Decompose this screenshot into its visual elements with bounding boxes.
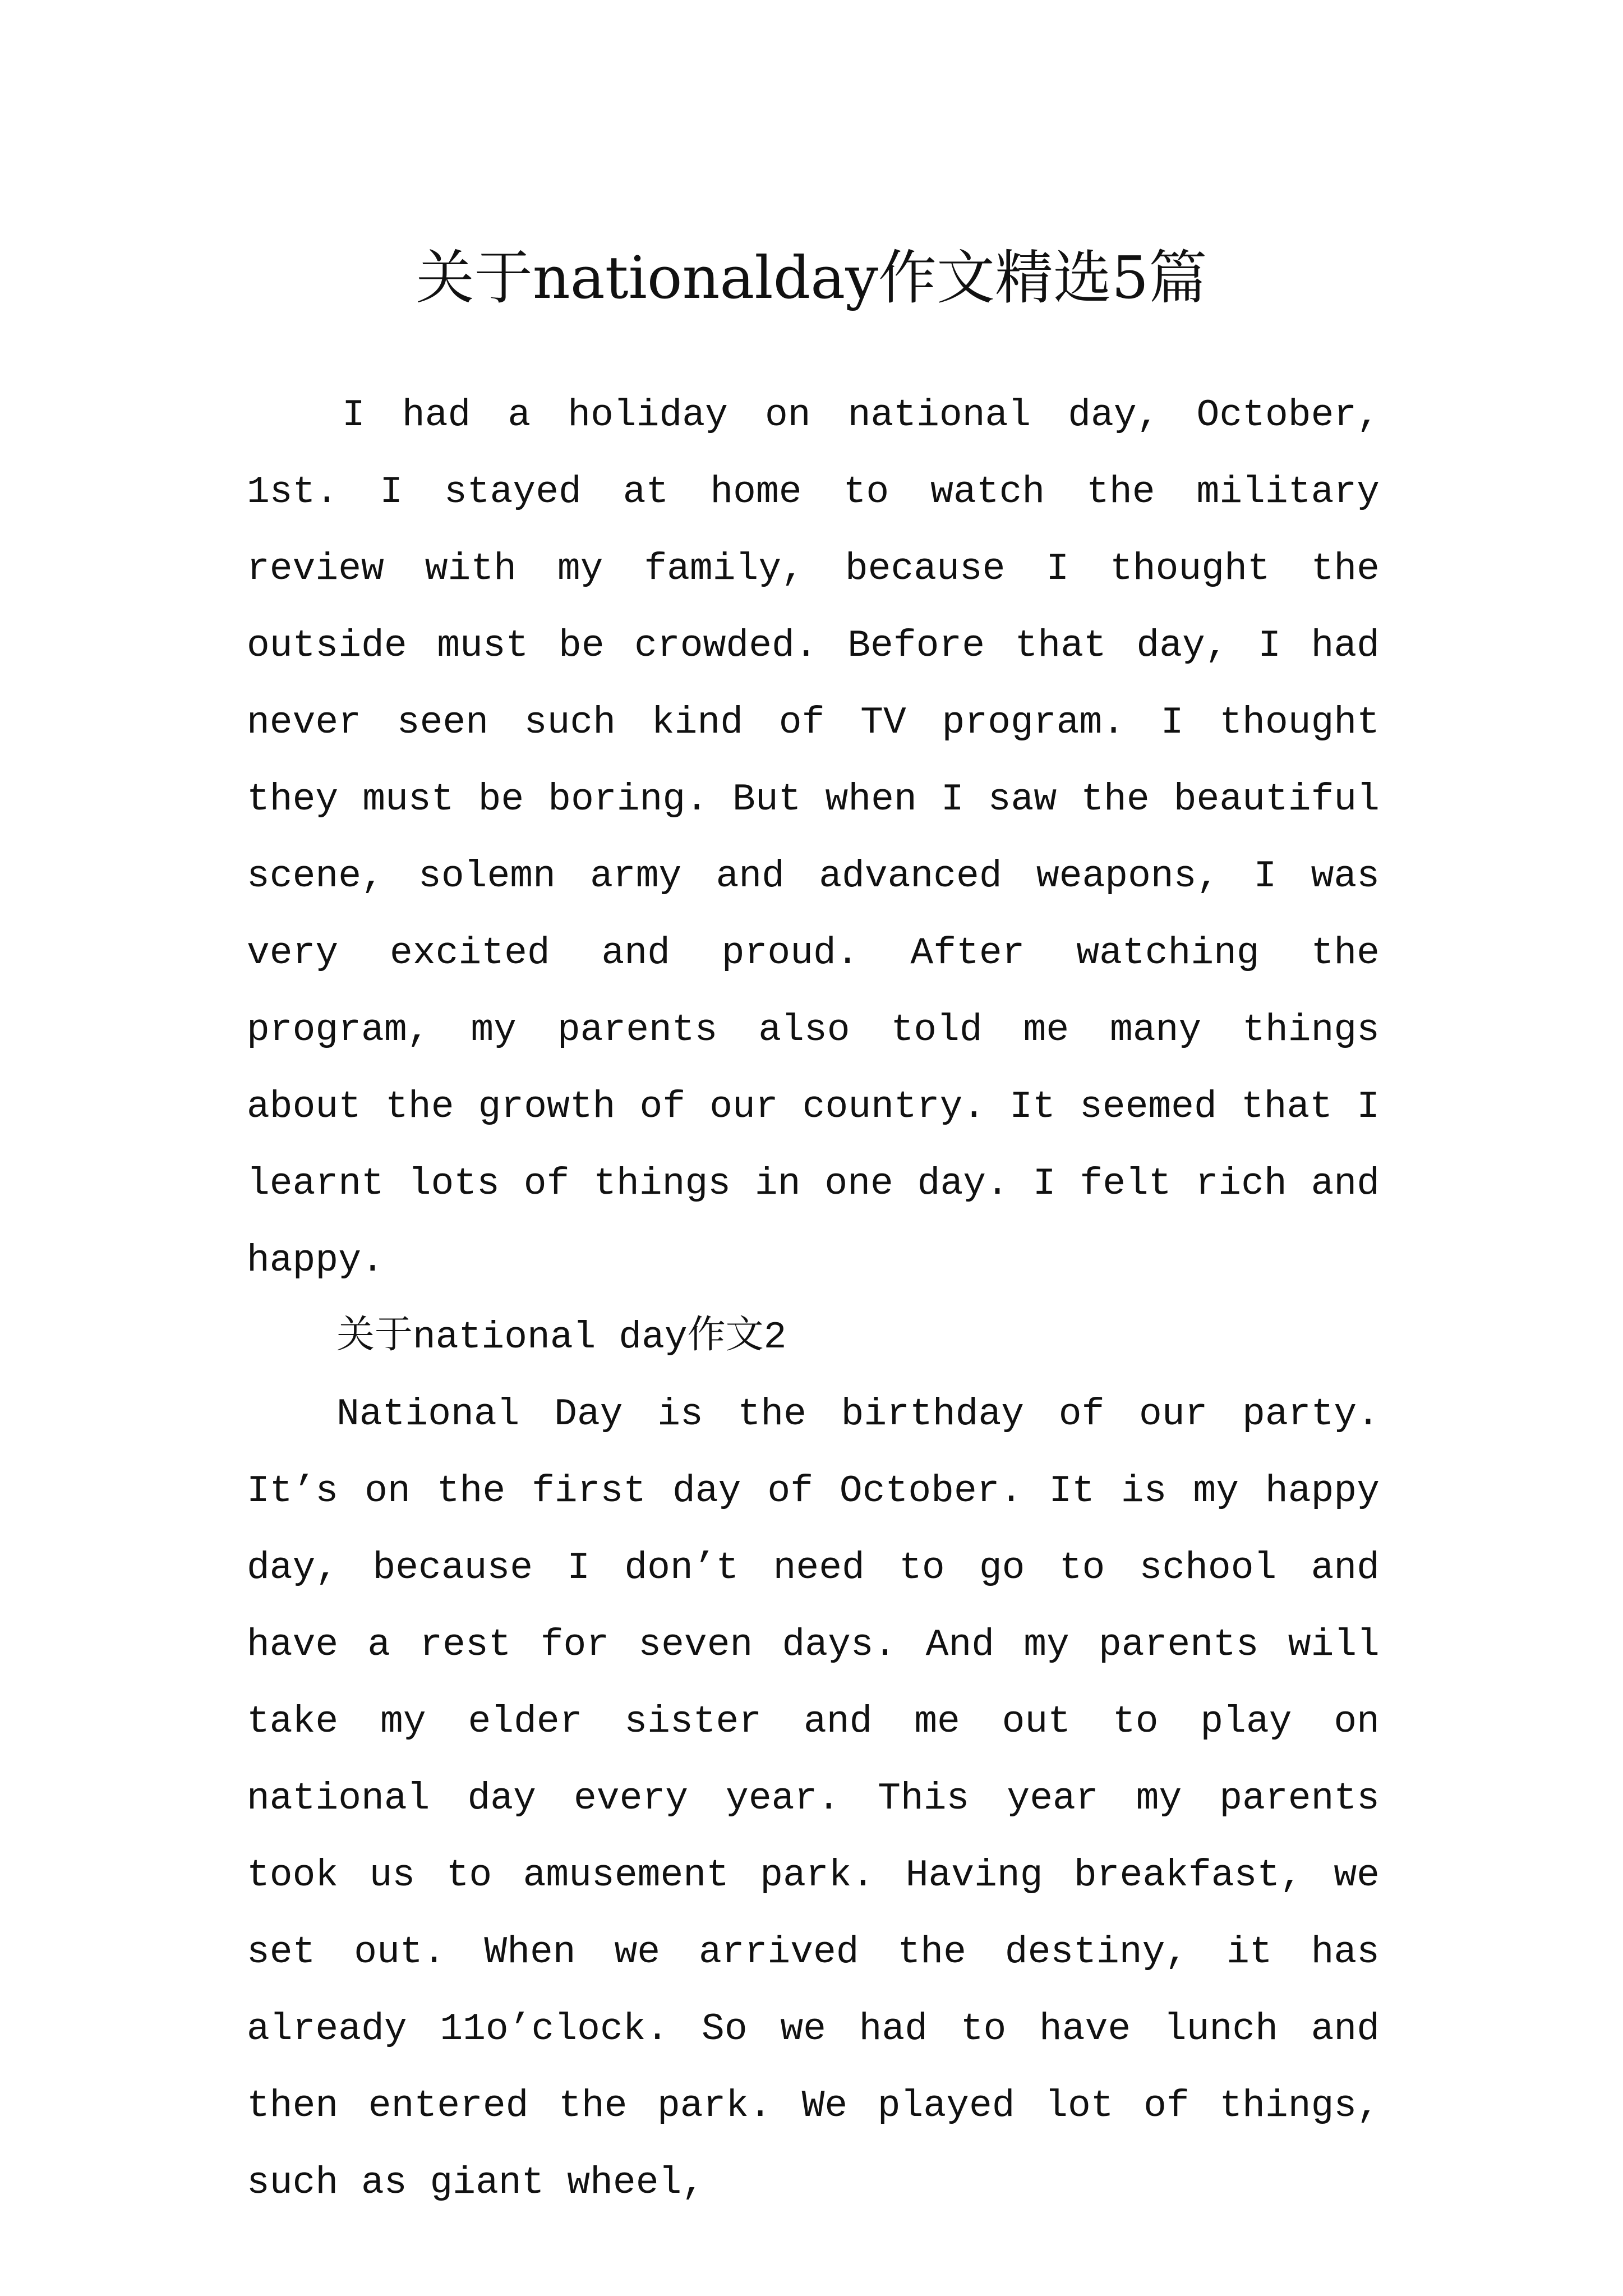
section-heading-2: 关于national day作文2 <box>336 1316 787 1359</box>
paragraph-2: National Day is the birthday of our party. It’s on the first day of October. It is my happy day, because I don’t need to go to school and have a rest for seven days. And my parents will take my elder sister and me out to play on national day every year. This year my parents took us to amusement park. Having breakfast, we set out. When we arrived the destiny, it has already 11o’clock. So we had to have lunch and then entered the park. We played lot of things, such as giant wheel, <box>247 1393 1380 2205</box>
document-title: 关于nationalday作文精选5篇 <box>416 243 1207 312</box>
document-body <box>247 377 1380 2221</box>
paragraph-1: I had a holiday on national day, October, 1st. I stayed at home to watch the military review with my family, because I thought the outside must be crowded. Before that day, I had never seen such kind of TV program. I thought they must be boring. But when I saw the beautiful scene, solemn army and advanced weapons, I was very excited and proud. After watching the program, my parents also told me many things about the growth of our country. It seemed that I learnt lots of things in one day. I felt rich and happy. <box>247 394 1380 1282</box>
